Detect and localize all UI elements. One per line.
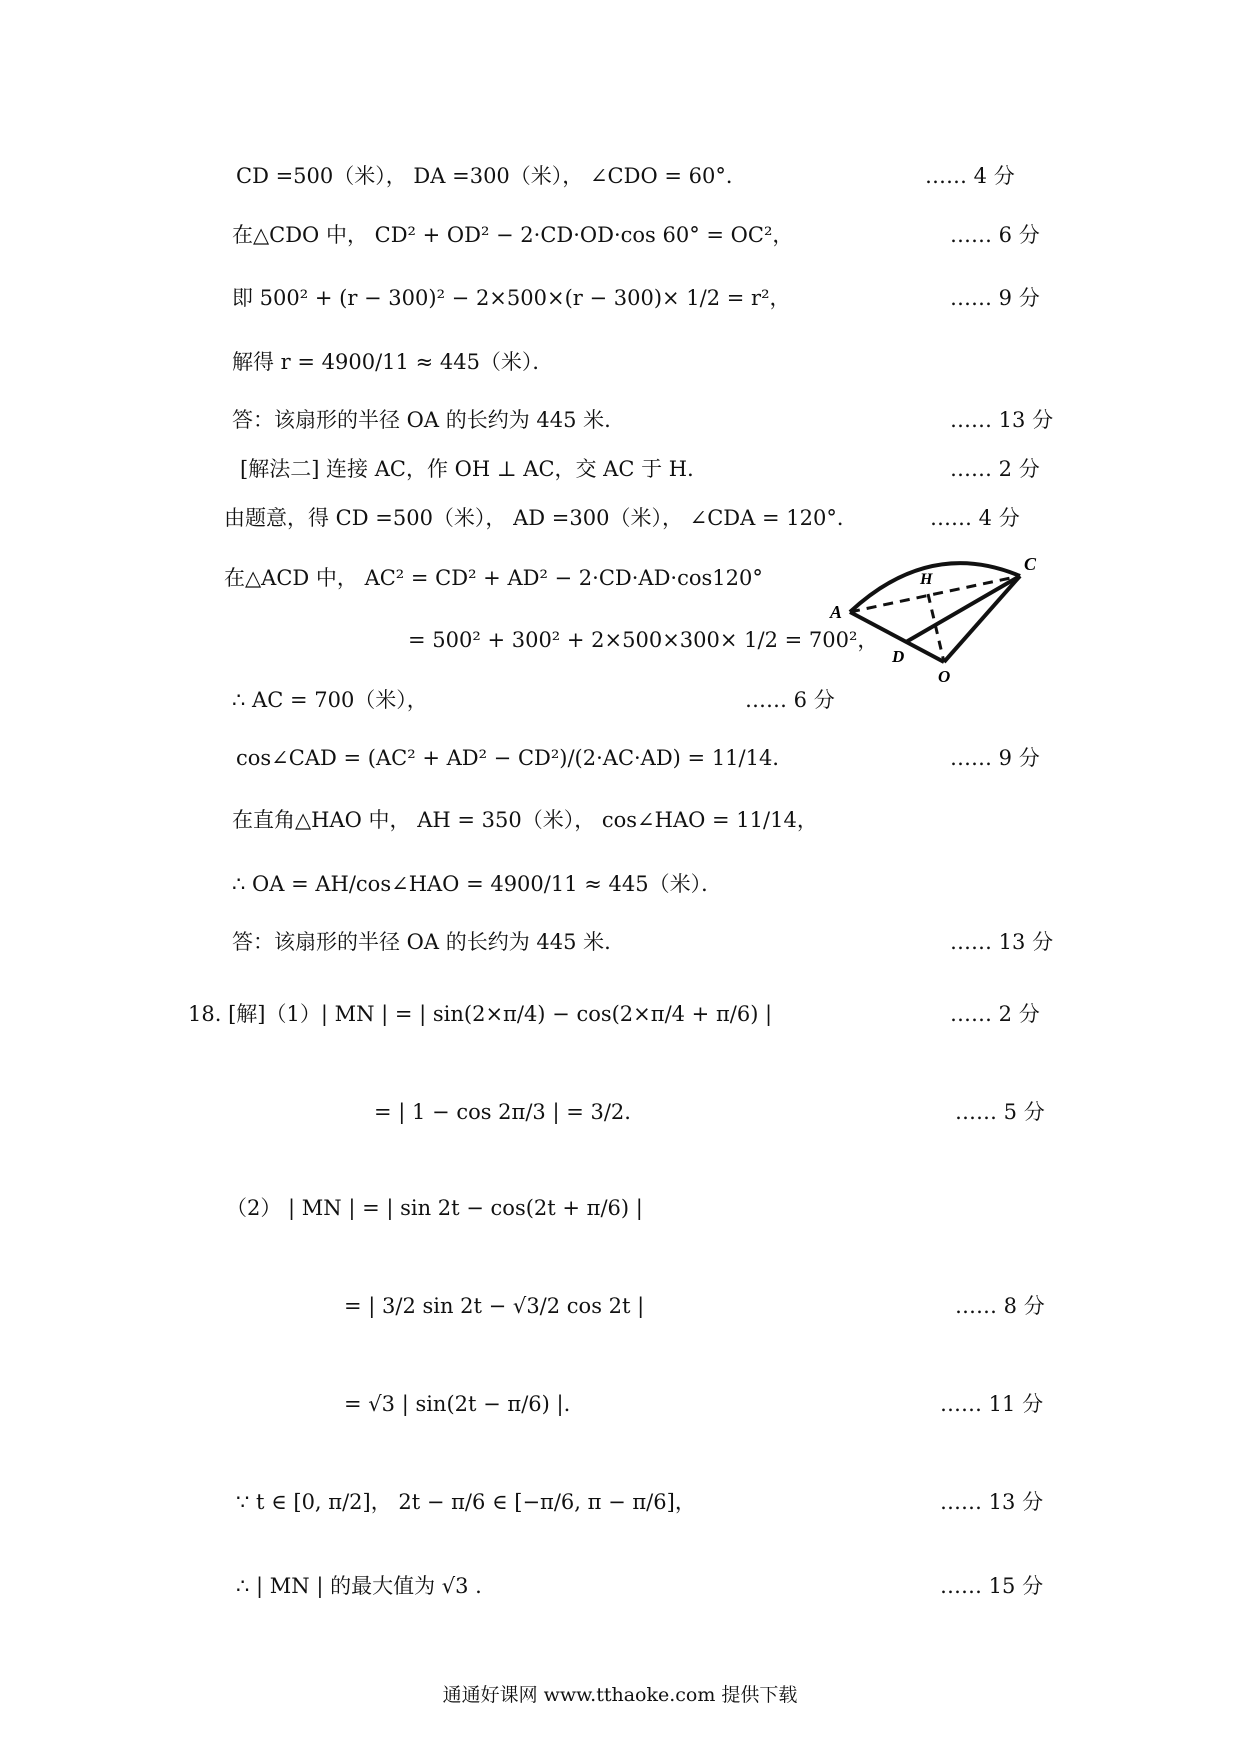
line-6: [解法二] 连接 AC，作 OH ⊥ AC，交 AC 于 H． [240, 457, 709, 481]
footer-text: 通通好课网 www.tthaoke.com 提供下载 [442, 1684, 798, 1706]
score-10: …… 6 分 [745, 688, 835, 712]
score-11: …… 9 分 [950, 746, 1040, 770]
line-12: 在直角△HAO 中， AH = 350（米）， cos∠HAO = 11/14， [232, 808, 818, 832]
line-18: = | 3/2 sin 2t − √3/2 cos 2t | [344, 1294, 645, 1318]
line-15: 18. [解]（1）| MN | = | sin(2×π/4) − cos(2×π/4 + π/6) | [188, 1002, 773, 1026]
score-15: …… 2 分 [950, 1002, 1040, 1026]
score-3: …… 9 分 [950, 286, 1040, 310]
line-8: 在△ACD 中， AC² = CD² + AD² − 2·CD·AD·cos120° [224, 566, 763, 590]
score-20: …… 13 分 [940, 1490, 1044, 1514]
score-6: …… 2 分 [950, 457, 1040, 481]
line-10: ∴ AC = 700（米）， [232, 688, 428, 712]
label-d: D [892, 647, 905, 666]
line-13: ∴ OA = AH/cos∠HAO = 4900/11 ≈ 445（米）． [232, 872, 723, 896]
line-5: 答：该扇形的半径 OA 的长约为 445 米. [232, 408, 611, 432]
score-7: …… 4 分 [930, 506, 1020, 530]
label-a: A [830, 602, 843, 622]
line-14: 答：该扇形的半径 OA 的长约为 445 米. [232, 930, 611, 954]
line-4: 解得 r = 4900/11 ≈ 445（米）． [232, 350, 554, 374]
label-o: O [938, 667, 951, 686]
label-h: H [920, 571, 933, 588]
line-3: 即 500² + (r − 300)² − 2×500×(r − 300)× 1/2 = r²， [232, 286, 791, 310]
line-21: ∴ | MN | 的最大值为 √3 . [236, 1574, 482, 1598]
label-c: C [1024, 554, 1037, 574]
line-16: = | 1 − cos 2π/3 | = 3/2. [374, 1100, 631, 1124]
score-19: …… 11 分 [940, 1392, 1044, 1416]
sector-figure [820, 548, 1050, 698]
score-18: …… 8 分 [955, 1294, 1045, 1318]
line-1: CD =500（米）， DA =300（米）， ∠CDO = 60°． [236, 164, 747, 188]
line-17: （2） | MN | = | sin 2t − cos(2t + π/6) | [226, 1196, 643, 1220]
line-9: = 500² + 300² + 2×500×300× 1/2 = 700²， [408, 628, 879, 652]
score-5: …… 13 分 [950, 408, 1054, 432]
score-21: …… 15 分 [940, 1574, 1044, 1598]
line-11: cos∠CAD = (AC² + AD² − CD²)/(2·AC·AD) = 11/14． [236, 746, 794, 770]
line-7: 由题意，得 CD =500（米）， AD =300（米）， ∠CDA = 120°． [224, 506, 858, 530]
score-1: …… 4 分 [925, 164, 1015, 188]
score-16: …… 5 分 [955, 1100, 1045, 1124]
line-19: = √3 | sin(2t − π/6) |. [344, 1392, 571, 1416]
line-20: ∵ t ∈ [0, π/2]， 2t − π/6 ∈ [−π/6, π − π/6]， [236, 1490, 696, 1514]
line-2: 在△CDO 中， CD² + OD² − 2·CD·OD·cos 60° = OC²， [232, 223, 794, 247]
score-14: …… 13 分 [950, 930, 1054, 954]
score-2: …… 6 分 [950, 223, 1040, 247]
